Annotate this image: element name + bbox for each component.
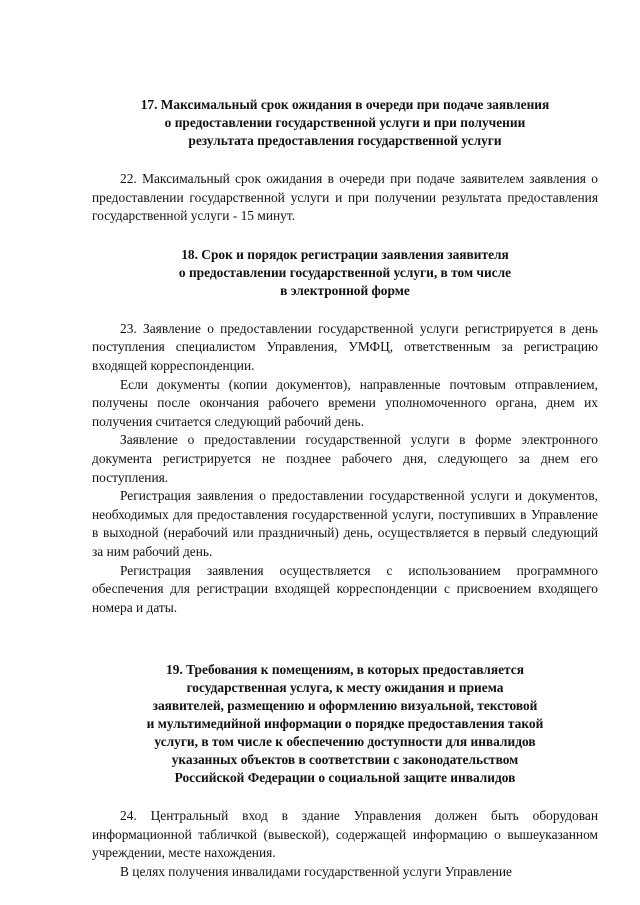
section-19-heading [92,661,598,787]
heading-line: 19. Требования к помещениям, в которых предоставляется [166,662,524,678]
paragraph-23: 23. Заявление о предоставлении государственной услуги регистрируется в день поступления специалистом Управления, УМФЦ, ответственным за регистрацию входящей корреспонденции. [92,320,598,373]
heading-line: 18. Срок и порядок регистрации заявления заявителя [181,246,509,262]
document-page [92,96,598,882]
heading-line: и мультимедийной информации о порядке предоставления такой [146,716,544,732]
heading-line: указанных объектов в соответствии с законодательством [171,752,519,768]
heading-line: заявителей, размещению и оформлению визуальной, текстовой [152,698,538,714]
heading-line: услуги, в том числе к обеспечению доступности для инвалидов [154,734,536,750]
paragraph-24: 24. Центральный вход в здание Управления должен быть оборудован информационной табличкой (вывеской), содержащей информацию о вышеуказанном учреждении, месте нахождения. [92,808,598,861]
paragraph-24-disabled: В целях получения инвалидами государственной услуги Управление [120,864,512,880]
heading-line: 17. Максимальный срок ожидания в очереди при подаче заявления [140,97,550,112]
heading-line: Российской Федерации о социальной защите инвалидов [174,770,516,786]
heading-line: о предоставлении государственной услуги, в том числе [178,264,512,280]
paragraph-23-software: Регистрация заявления осуществляется с использованием программного обеспечения для регистрации входящей корреспонденции с присвоением входящего номера и даты. [92,562,598,615]
paragraph-23-electronic: Заявление о предоставлении государственной услуги в форме электронного документа регистрируется не позднее рабочего дня, следующего за днем его поступления. [92,432,598,485]
heading-line: результата предоставления государственной услуги [188,133,502,148]
paragraph-23-weekend: Регистрация заявления о предоставлении государственной услуги и документов, необходимых для предоставления государственной услуги, поступивших в Управление в выходной (нерабочий или праздничный) день, осуществляется в первый следующий за ним рабочий день. [92,488,598,559]
heading-line: в электронной форме [280,282,410,298]
section-17-heading [92,96,598,150]
heading-line: государственная услуга, к месту ожидания и приема [186,680,504,696]
paragraph-23-mail: Если документы (копии документов), направленные почтовым отправлением, получены после окончания рабочего времени уполномоченного органа, днем их получения считается следующий рабочий день. [92,376,598,429]
paragraph-22: 22. Максимальный срок ожидания в очереди при подаче заявителем заявления о предоставлении государственной услуги и при получении результата предоставления государственной услуги - 15 минут. [92,171,598,224]
section-18-heading [92,246,598,300]
heading-line: о предоставлении государственной услуги и при получении [164,115,526,130]
